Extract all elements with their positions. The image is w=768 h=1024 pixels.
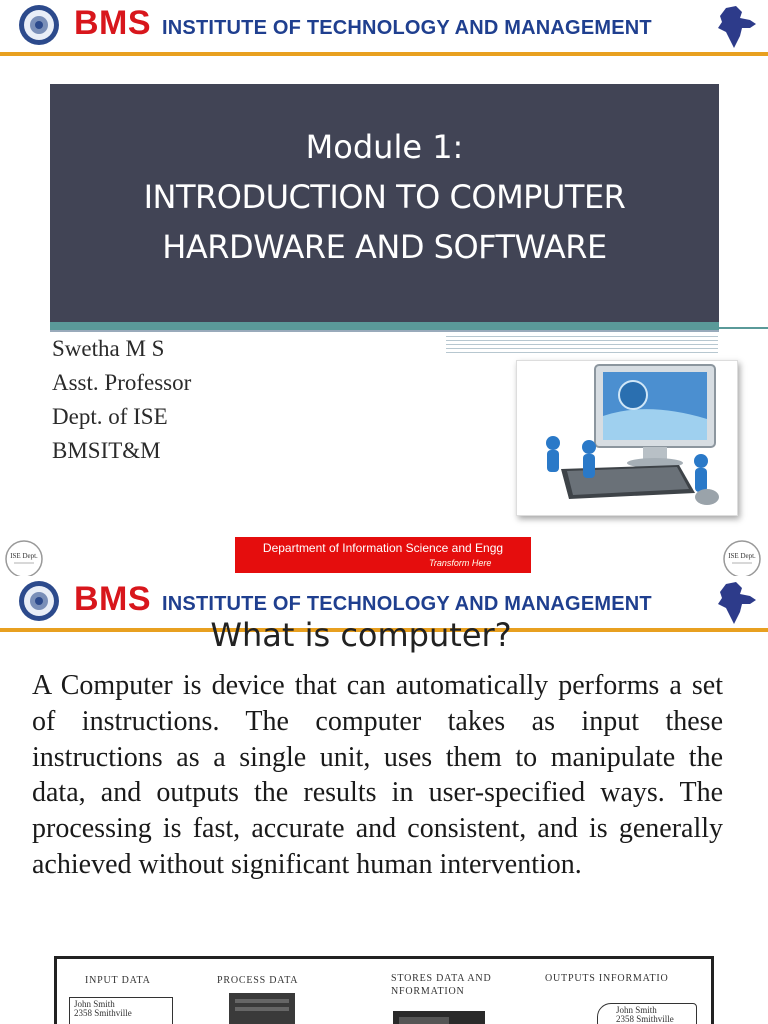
output-data-card <box>597 1003 697 1024</box>
ise-dept-logo-icon <box>722 539 762 579</box>
tagline: Transform Here <box>429 558 492 568</box>
slide-heading <box>0 616 722 654</box>
input-card-line-1: John Smith <box>74 999 115 1009</box>
author-org: BMSIT&M <box>52 438 161 463</box>
module-title-box <box>50 84 719 322</box>
institute-name: INSTITUTE OF TECHNOLOGY AND MANAGEMENT <box>162 593 652 615</box>
computer-users-illustration <box>516 360 738 516</box>
module-number: Module 1: <box>305 128 464 166</box>
divider-rule <box>719 327 768 329</box>
diagram-label-store: STORES DATA AND <box>391 973 492 984</box>
output-card-line-2: 2358 Smithville <box>616 1014 674 1024</box>
output-card-line-1: John Smith <box>616 1005 657 1015</box>
author-name: Swetha M S <box>52 336 165 361</box>
author-dept: Dept. of ISE <box>52 404 168 429</box>
institute-banner <box>0 0 768 56</box>
input-card-line-2: 2358 Smithville <box>74 1008 132 1018</box>
computer-tower-icon <box>225 991 299 1024</box>
computer-function-diagram <box>54 956 714 1024</box>
institute-name: INSTITUTE OF TECHNOLOGY AND MANAGEMENT <box>162 17 652 39</box>
diagram-label-store-2: NFORMATION <box>391 986 465 997</box>
author-block <box>52 332 191 468</box>
department-name: Department of Information Science and Engg <box>262 541 504 555</box>
diagram-label-input: INPUT DATA <box>85 975 151 986</box>
india-map-icon <box>712 4 758 50</box>
module-title-line-2: HARDWARE AND SOFTWARE <box>162 228 607 266</box>
department-footer <box>235 537 531 573</box>
diagram-label-process: PROCESS DATA <box>217 975 299 986</box>
brand-name: BMS <box>74 580 152 618</box>
brand-name: BMS <box>74 4 152 42</box>
input-data-card <box>69 997 173 1024</box>
storage-device-icon <box>391 1009 487 1024</box>
ise-logo-text: ISE Dept. <box>10 552 38 560</box>
author-role: Asst. Professor <box>52 370 192 395</box>
heading-text: What is computer? <box>210 616 512 654</box>
decorative-lines <box>446 336 718 356</box>
definition-paragraph: A Computer is device that can automatically performs a set of instructions. The computer takes as input these instructions as a single unit, uses them to manipulate the data, and outputs the results in user-specified ways. The processing is fast, accurate and consistent, and is generally achieved without significant human intervention. <box>32 670 723 880</box>
diagram-label-output: OUTPUTS INFORMATIO <box>545 973 669 984</box>
ise-dept-logo-icon <box>4 539 44 579</box>
module-title-line-1: INTRODUCTION TO COMPUTER <box>143 178 626 216</box>
college-seal-icon <box>18 4 60 46</box>
title-stripe <box>50 322 719 330</box>
ise-logo-text: ISE Dept. <box>728 552 756 560</box>
